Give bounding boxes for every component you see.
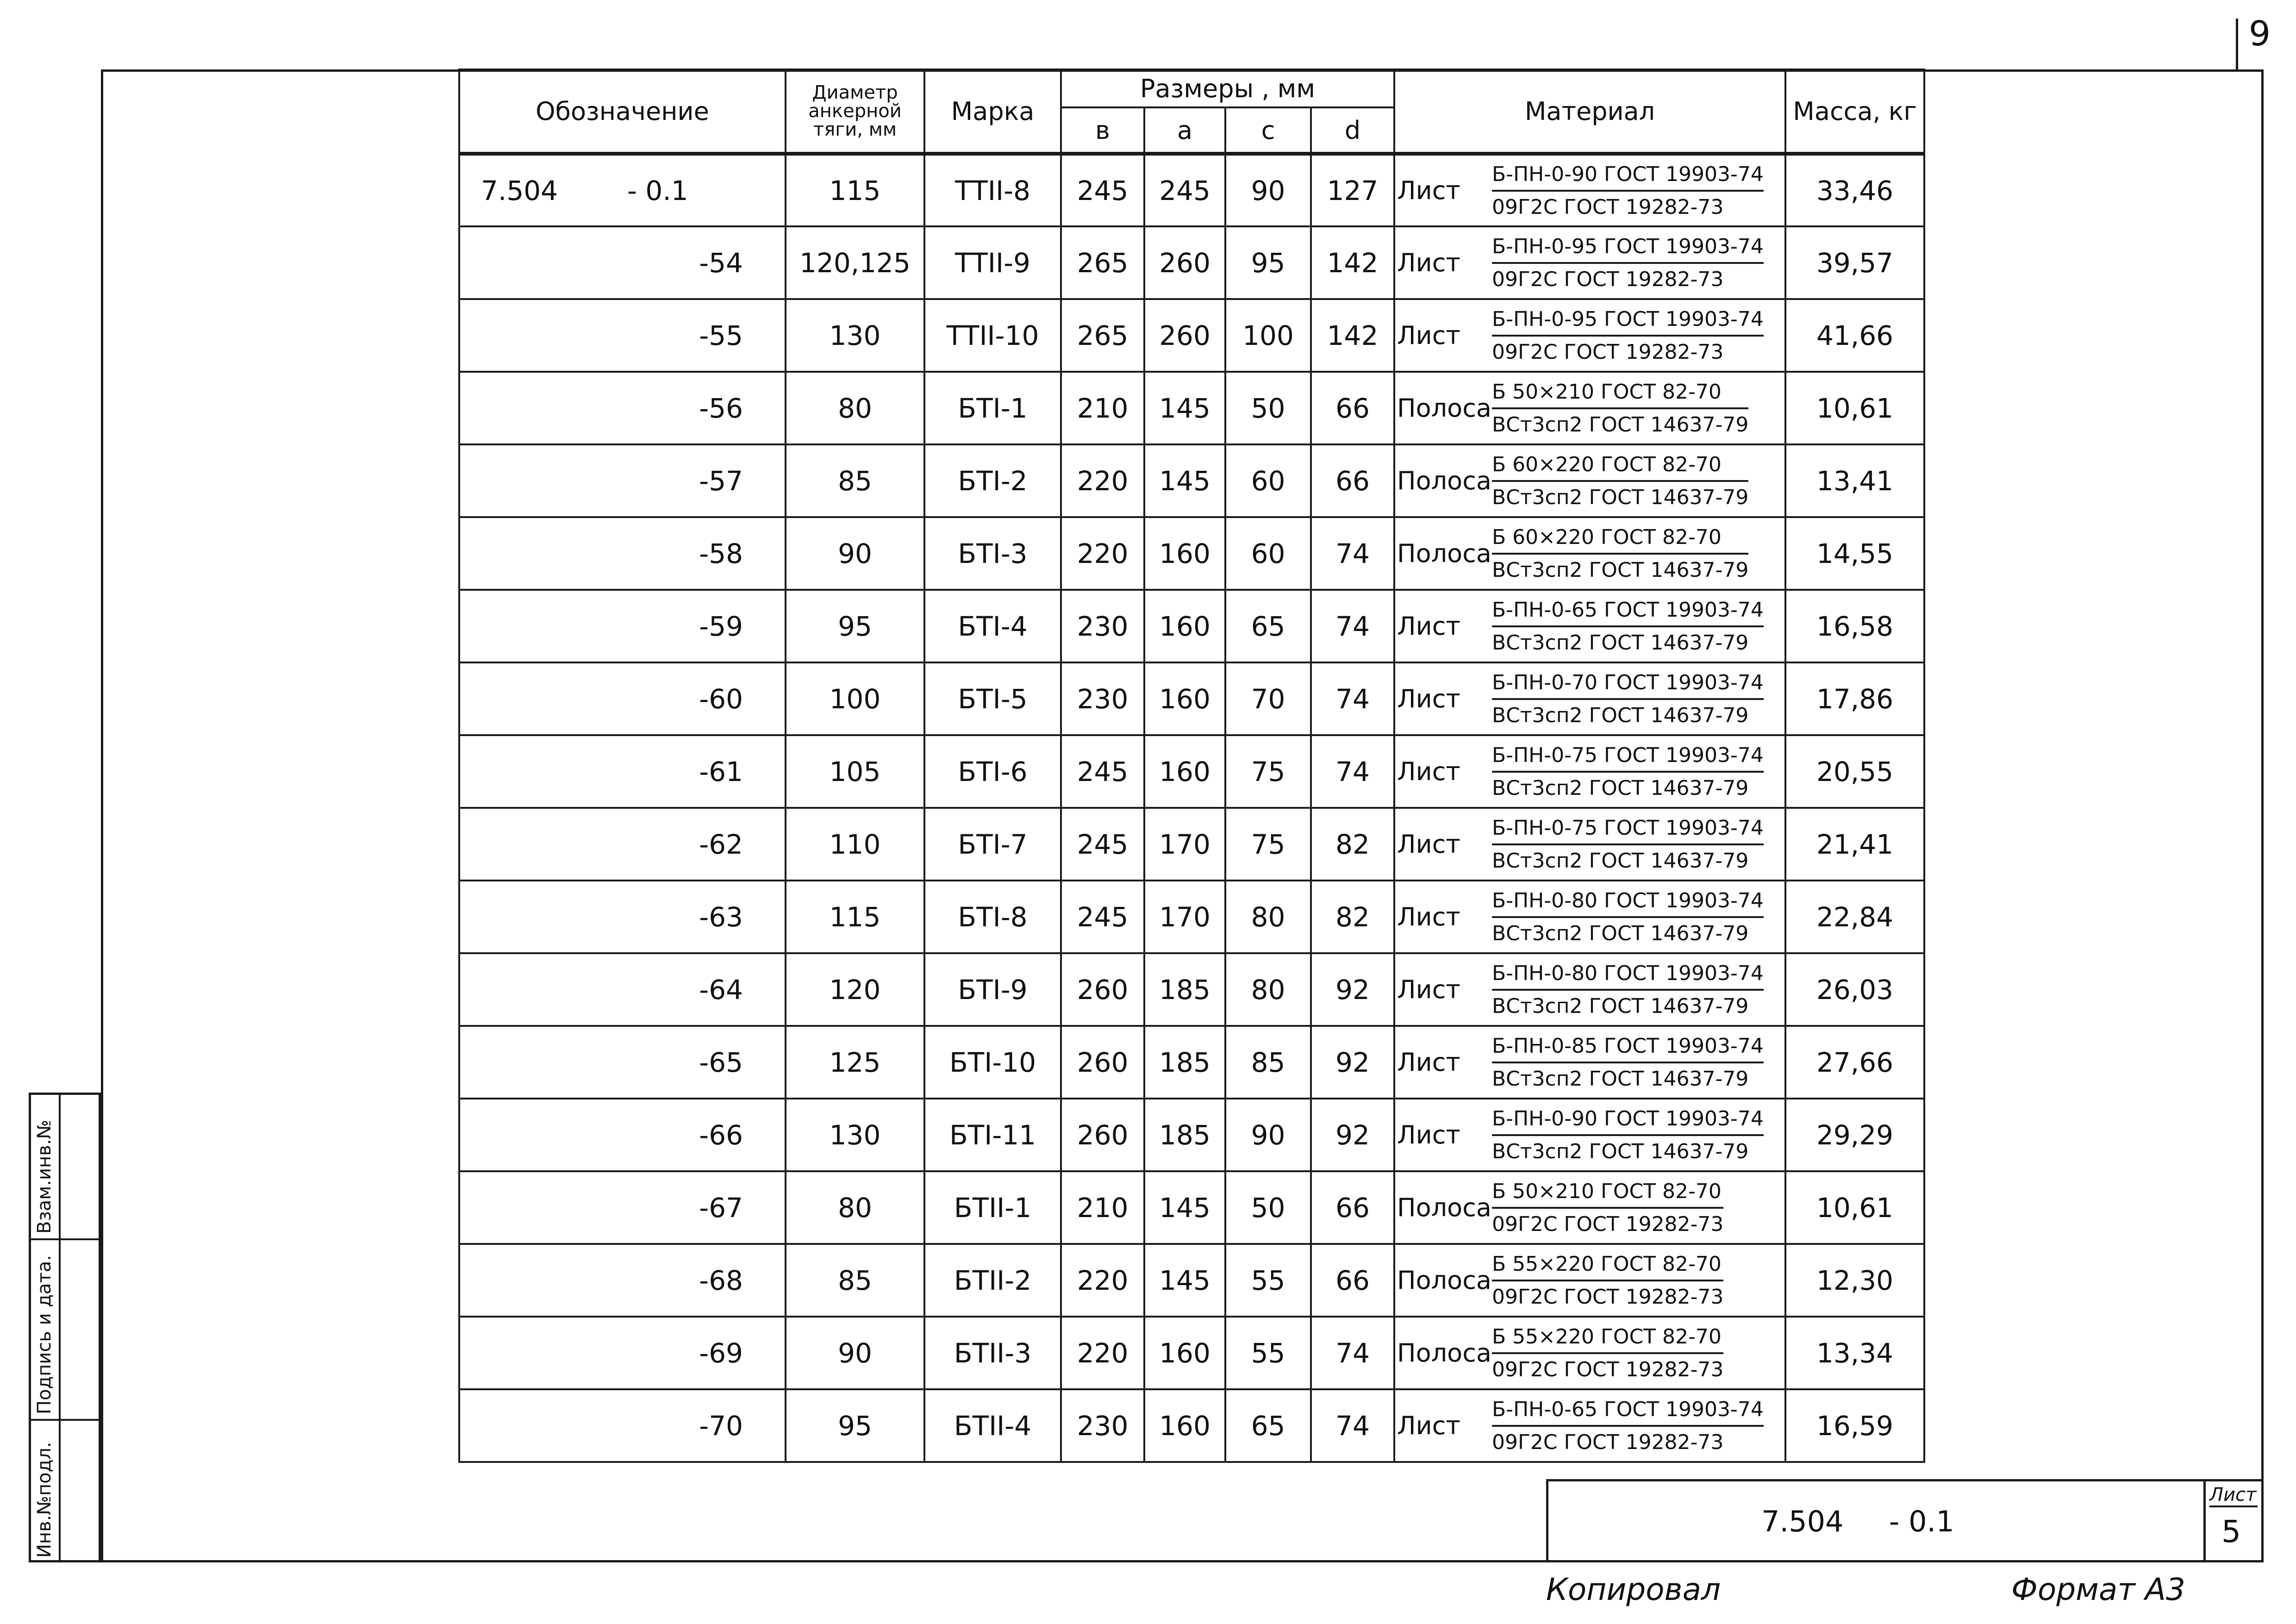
cell-dim-a: 185 (1144, 1026, 1225, 1099)
cell-dim-d: 74 (1311, 517, 1394, 590)
cell-dim-d: 92 (1311, 1099, 1394, 1171)
cell-dim-d: 66 (1311, 1244, 1394, 1317)
cell-mark: БТI-6 (924, 735, 1061, 808)
cell-dim-c: 75 (1225, 735, 1311, 808)
cell-material (1394, 1317, 1785, 1389)
cell-dim-a: 145 (1144, 372, 1225, 444)
cell-material (1394, 1244, 1785, 1317)
designation-code: -62 (699, 828, 743, 860)
material-type: Лист (1397, 684, 1460, 713)
cell-mass: 26,03 (1785, 953, 1924, 1026)
designation-code: -70 (699, 1410, 743, 1442)
material-profile: Б-ПН-0-75 ГОСТ 19903-74 (1492, 743, 1764, 773)
cell-dim-a: 160 (1144, 1389, 1225, 1462)
cell-material (1394, 735, 1785, 808)
side-strip-inv-no: Инв.№подл. (34, 1442, 55, 1558)
material-profile: Б-ПН-0-90 ГОСТ 19903-74 (1492, 162, 1764, 192)
material-type: Лист (1397, 1048, 1460, 1077)
cell-dim-d: 74 (1311, 1317, 1394, 1389)
cell-mark: БТII-3 (924, 1317, 1061, 1389)
material-type: Лист (1397, 975, 1460, 1004)
cell-dim-c: 55 (1225, 1244, 1311, 1317)
cell-designation (459, 154, 786, 226)
cell-dim-b: 210 (1061, 372, 1144, 444)
cell-dim-b: 230 (1061, 1389, 1144, 1462)
cell-designation (459, 517, 786, 590)
material-fraction (1492, 235, 1764, 291)
material-grade: ВСт3сп2 ГОСТ 14637-79 (1492, 994, 1749, 1018)
cell-mass: 14,55 (1785, 517, 1924, 590)
cell-dim-b: 210 (1061, 1171, 1144, 1244)
cell-mark: БТI-8 (924, 881, 1061, 953)
material-fraction (1492, 743, 1764, 800)
designation-code: -66 (699, 1119, 743, 1151)
cell-dim-d: 127 (1311, 154, 1394, 226)
material-grade: ВСт3сп2 ГОСТ 14637-79 (1492, 558, 1749, 582)
sheet-box (2203, 1481, 2261, 1562)
cell-dim-b: 230 (1061, 662, 1144, 735)
material-fraction (1492, 525, 1748, 582)
side-strip-exchange-inv: Взам.инв.№ (34, 1119, 55, 1234)
material-fraction (1492, 162, 1764, 219)
table-row (459, 1171, 1924, 1244)
cell-designation (459, 1099, 786, 1171)
cell-mass: 29,29 (1785, 1099, 1924, 1171)
cell-dim-c: 60 (1225, 517, 1311, 590)
material-fraction (1492, 1180, 1723, 1236)
cell-dim-a: 260 (1144, 226, 1225, 299)
cell-diameter: 110 (786, 808, 924, 881)
material-profile: Б 50×210 ГОСТ 82-70 (1492, 380, 1748, 409)
material-grade: 09Г2С ГОСТ 19282-73 (1492, 195, 1724, 219)
cell-dim-b: 245 (1061, 808, 1144, 881)
cell-material (1394, 1389, 1785, 1462)
table-row (459, 662, 1924, 735)
cell-dim-d: 92 (1311, 953, 1394, 1026)
material-type: Полоса (1397, 466, 1491, 495)
cell-dim-c: 50 (1225, 372, 1311, 444)
designation-code: -58 (699, 537, 743, 569)
cell-dim-a: 145 (1144, 1171, 1225, 1244)
cell-diameter: 120,125 (786, 226, 924, 299)
cell-material (1394, 299, 1785, 372)
designation-code: -60 (699, 683, 743, 715)
material-grade: ВСт3сп2 ГОСТ 14637-79 (1492, 1139, 1749, 1163)
table-body (459, 154, 1924, 1462)
cell-dim-d: 74 (1311, 662, 1394, 735)
material-profile: Б-ПН-0-80 ГОСТ 19903-74 (1492, 962, 1764, 991)
cell-material (1394, 1171, 1785, 1244)
cell-diameter: 105 (786, 735, 924, 808)
material-fraction (1492, 1398, 1764, 1454)
cell-dim-d: 74 (1311, 590, 1394, 662)
cell-designation (459, 590, 786, 662)
cell-dim-a: 170 (1144, 808, 1225, 881)
cell-dim-c: 80 (1225, 953, 1311, 1026)
cell-mass: 13,34 (1785, 1317, 1924, 1389)
header-dimensions: Размеры , мм (1061, 69, 1394, 107)
cell-mark: БТI-7 (924, 808, 1061, 881)
title-document-code: 7.504 - 0.1 (1761, 1505, 1954, 1538)
cell-designation (459, 1389, 786, 1462)
cell-material (1394, 1099, 1785, 1171)
material-type: Полоса (1397, 1193, 1491, 1222)
cell-dim-d: 66 (1311, 444, 1394, 517)
title-block (1546, 1479, 2264, 1562)
designation-code: -54 (699, 247, 743, 279)
cell-dim-b: 265 (1061, 226, 1144, 299)
designation-code: -55 (699, 319, 743, 351)
copied-by-label: Копировал (1546, 1572, 1721, 1607)
cell-designation (459, 372, 786, 444)
header-mass: Масса, кг (1785, 69, 1924, 154)
cell-dim-a: 245 (1144, 154, 1225, 226)
cell-dim-c: 70 (1225, 662, 1311, 735)
cell-material (1394, 517, 1785, 590)
cell-dim-a: 160 (1144, 1317, 1225, 1389)
cell-dim-c: 55 (1225, 1317, 1311, 1389)
cell-mass: 22,84 (1785, 881, 1924, 953)
cell-mark: БТII-1 (924, 1171, 1061, 1244)
material-grade: ВСт3сп2 ГОСТ 14637-79 (1492, 485, 1749, 509)
designation-code: -65 (699, 1046, 743, 1078)
specification-table (458, 69, 1925, 1463)
material-profile: Б 55×220 ГОСТ 82-70 (1492, 1252, 1723, 1281)
header-designation: Обозначение (459, 69, 786, 154)
cell-material (1394, 1026, 1785, 1099)
header-dim-a: a (1144, 107, 1225, 154)
cell-mark: БТI-5 (924, 662, 1061, 735)
material-type: Полоса (1397, 394, 1491, 423)
cell-mark: БТI-10 (924, 1026, 1061, 1099)
material-grade: 09Г2С ГОСТ 19282-73 (1492, 1285, 1724, 1309)
cell-dim-b: 265 (1061, 299, 1144, 372)
cell-material (1394, 226, 1785, 299)
material-fraction (1492, 453, 1748, 509)
cell-dim-a: 160 (1144, 735, 1225, 808)
cell-diameter: 115 (786, 881, 924, 953)
cell-diameter: 120 (786, 953, 924, 1026)
cell-mass: 41,66 (1785, 299, 1924, 372)
designation-code: - 0.1 (627, 175, 688, 206)
cell-material (1394, 808, 1785, 881)
cell-mass: 20,55 (1785, 735, 1924, 808)
cell-dim-d: 142 (1311, 299, 1394, 372)
cell-mark: ТТII-8 (924, 154, 1061, 226)
cell-dim-a: 160 (1144, 590, 1225, 662)
cell-dim-c: 65 (1225, 1389, 1311, 1462)
cell-diameter: 80 (786, 372, 924, 444)
cell-designation (459, 444, 786, 517)
cell-dim-c: 90 (1225, 1099, 1311, 1171)
cell-designation (459, 881, 786, 953)
material-profile: Б 55×220 ГОСТ 82-70 (1492, 1325, 1723, 1354)
cell-dim-c: 95 (1225, 226, 1311, 299)
cell-dim-a: 160 (1144, 517, 1225, 590)
cell-diameter: 130 (786, 1099, 924, 1171)
table-row (459, 517, 1924, 590)
cell-diameter: 95 (786, 590, 924, 662)
cell-diameter: 130 (786, 299, 924, 372)
header-mark: Марка (924, 69, 1061, 154)
material-fraction (1492, 307, 1764, 364)
sheet-corner-line (2236, 19, 2238, 69)
table-row (459, 808, 1924, 881)
material-fraction (1492, 1034, 1764, 1091)
cell-mass: 33,46 (1785, 154, 1924, 226)
cell-diameter: 85 (786, 444, 924, 517)
cell-diameter: 100 (786, 662, 924, 735)
material-grade: 09Г2С ГОСТ 19282-73 (1492, 1357, 1724, 1381)
cell-diameter: 85 (786, 1244, 924, 1317)
cell-designation (459, 1171, 786, 1244)
cell-dim-a: 160 (1144, 662, 1225, 735)
cell-dim-d: 82 (1311, 881, 1394, 953)
designation-code: -68 (699, 1264, 743, 1296)
cell-mark: БТII-2 (924, 1244, 1061, 1317)
cell-dim-b: 245 (1061, 735, 1144, 808)
material-profile: Б 60×220 ГОСТ 82-70 (1492, 453, 1748, 482)
material-profile: Б-ПН-0-95 ГОСТ 19903-74 (1492, 235, 1764, 264)
cell-mass: 13,41 (1785, 444, 1924, 517)
material-profile: Б-ПН-0-75 ГОСТ 19903-74 (1492, 816, 1764, 845)
cell-designation (459, 953, 786, 1026)
designation-code: -64 (699, 974, 743, 1006)
material-profile: Б-ПН-0-65 ГОСТ 19903-74 (1492, 598, 1764, 627)
cell-mark: БТI-2 (924, 444, 1061, 517)
material-fraction (1492, 962, 1764, 1018)
cell-dim-a: 145 (1144, 444, 1225, 517)
cell-mark: ТТII-10 (924, 299, 1061, 372)
cell-designation (459, 226, 786, 299)
table-row (459, 881, 1924, 953)
cell-designation (459, 808, 786, 881)
cell-diameter: 95 (786, 1389, 924, 1462)
material-type: Лист (1397, 321, 1460, 350)
cell-dim-c: 65 (1225, 590, 1311, 662)
cell-dim-c: 80 (1225, 881, 1311, 953)
cell-dim-c: 90 (1225, 154, 1311, 226)
material-profile: Б 50×210 ГОСТ 82-70 (1492, 1180, 1723, 1209)
material-fraction (1492, 598, 1764, 655)
material-grade: ВСт3сп2 ГОСТ 14637-79 (1492, 776, 1749, 800)
table-row (459, 226, 1924, 299)
designation-code: -67 (699, 1192, 743, 1224)
material-profile: Б 60×220 ГОСТ 82-70 (1492, 525, 1748, 555)
side-strip-divider (31, 1238, 99, 1240)
header-dim-b: в (1061, 107, 1144, 154)
format-label: Формат A3 (2011, 1572, 2185, 1607)
material-profile: Б-ПН-0-90 ГОСТ 19903-74 (1492, 1107, 1764, 1136)
header-dim-c: c (1225, 107, 1311, 154)
material-fraction (1492, 816, 1764, 873)
cell-dim-b: 220 (1061, 1244, 1144, 1317)
cell-mass: 16,59 (1785, 1389, 1924, 1462)
material-grade: 09Г2С ГОСТ 19282-73 (1492, 267, 1724, 291)
designation-code: -56 (699, 392, 743, 424)
cell-dim-b: 245 (1061, 154, 1144, 226)
cell-dim-d: 66 (1311, 372, 1394, 444)
table-row (459, 299, 1924, 372)
cell-material (1394, 881, 1785, 953)
cell-mass: 16,58 (1785, 590, 1924, 662)
side-strip-divider (31, 1419, 99, 1421)
cell-dim-a: 185 (1144, 953, 1225, 1026)
table-row (459, 1244, 1924, 1317)
table-row (459, 1026, 1924, 1099)
cell-dim-d: 92 (1311, 1026, 1394, 1099)
material-grade: ВСт3сп2 ГОСТ 14637-79 (1492, 631, 1749, 655)
designation-prefix: 7.504 (481, 175, 558, 206)
cell-designation (459, 735, 786, 808)
cell-diameter: 125 (786, 1026, 924, 1099)
header-diameter: Диаметр анкерной тяги, мм (786, 69, 924, 154)
material-profile: Б-ПН-0-95 ГОСТ 19903-74 (1492, 307, 1764, 337)
header-dim-d: d (1311, 107, 1394, 154)
table-row (459, 372, 1924, 444)
table-row (459, 1317, 1924, 1389)
material-grade: 09Г2С ГОСТ 19282-73 (1492, 1212, 1724, 1236)
material-grade: ВСт3сп2 ГОСТ 14637-79 (1492, 412, 1749, 437)
cell-dim-d: 142 (1311, 226, 1394, 299)
cell-mark: БТII-4 (924, 1389, 1061, 1462)
cell-designation (459, 1244, 786, 1317)
cell-dim-b: 260 (1061, 953, 1144, 1026)
material-grade: ВСт3сп2 ГОСТ 14637-79 (1492, 1067, 1749, 1091)
table-row (459, 590, 1924, 662)
cell-designation (459, 1026, 786, 1099)
cell-material (1394, 444, 1785, 517)
material-type: Лист (1397, 830, 1460, 859)
material-type: Полоса (1397, 1338, 1491, 1368)
material-type: Лист (1397, 612, 1460, 641)
table-row (459, 1389, 1924, 1462)
material-fraction (1492, 671, 1764, 727)
cell-dim-a: 170 (1144, 881, 1225, 953)
side-stamp-strip (29, 1093, 101, 1562)
material-grade: ВСт3сп2 ГОСТ 14637-79 (1492, 849, 1749, 873)
cell-dim-b: 260 (1061, 1099, 1144, 1171)
table-row (459, 1099, 1924, 1171)
side-strip-sign-date: Подпись и дата. (34, 1255, 55, 1414)
cell-dim-d: 66 (1311, 1171, 1394, 1244)
cell-material (1394, 372, 1785, 444)
cell-dim-d: 74 (1311, 1389, 1394, 1462)
cell-diameter: 80 (786, 1171, 924, 1244)
material-type: Лист (1397, 176, 1460, 205)
material-grade: ВСт3сп2 ГОСТ 14637-79 (1492, 703, 1749, 727)
material-type: Лист (1397, 902, 1460, 931)
material-type: Лист (1397, 248, 1460, 277)
cell-dim-c: 75 (1225, 808, 1311, 881)
material-type: Полоса (1397, 539, 1491, 568)
cell-dim-c: 85 (1225, 1026, 1311, 1099)
cell-dim-c: 60 (1225, 444, 1311, 517)
material-profile: Б-ПН-0-85 ГОСТ 19903-74 (1492, 1034, 1764, 1063)
cell-mark: БТI-4 (924, 590, 1061, 662)
designation-code: -59 (699, 610, 743, 642)
cell-material (1394, 590, 1785, 662)
cell-mass: 21,41 (1785, 808, 1924, 881)
corner-sheet-number: 9 (2249, 14, 2271, 54)
designation-code: -69 (699, 1337, 743, 1369)
cell-diameter: 90 (786, 517, 924, 590)
header-material: Материал (1394, 69, 1785, 154)
cell-dim-b: 220 (1061, 517, 1144, 590)
cell-dim-b: 220 (1061, 1317, 1144, 1389)
cell-dim-a: 185 (1144, 1099, 1225, 1171)
cell-material (1394, 662, 1785, 735)
cell-material (1394, 953, 1785, 1026)
cell-designation (459, 662, 786, 735)
cell-dim-c: 100 (1225, 299, 1311, 372)
cell-diameter: 115 (786, 154, 924, 226)
material-type: Полоса (1397, 1266, 1491, 1295)
material-profile: Б-ПН-0-70 ГОСТ 19903-74 (1492, 671, 1764, 700)
sheet-label: Лист (2209, 1484, 2258, 1507)
cell-designation (459, 299, 786, 372)
material-fraction (1492, 380, 1748, 437)
cell-mass: 10,61 (1785, 1171, 1924, 1244)
cell-mass: 12,30 (1785, 1244, 1924, 1317)
material-type: Лист (1397, 1120, 1460, 1149)
cell-dim-a: 260 (1144, 299, 1225, 372)
cell-mass: 17,86 (1785, 662, 1924, 735)
designation-code: -61 (699, 756, 743, 787)
material-type: Лист (1397, 1411, 1460, 1440)
cell-dim-c: 50 (1225, 1171, 1311, 1244)
table-row (459, 444, 1924, 517)
cell-dim-b: 260 (1061, 1026, 1144, 1099)
material-profile: Б-ПН-0-65 ГОСТ 19903-74 (1492, 1398, 1764, 1427)
cell-mark: БТI-9 (924, 953, 1061, 1026)
cell-mark: БТI-3 (924, 517, 1061, 590)
cell-diameter: 90 (786, 1317, 924, 1389)
cell-designation (459, 1317, 786, 1389)
cell-mass: 39,57 (1785, 226, 1924, 299)
cell-dim-b: 220 (1061, 444, 1144, 517)
cell-mark: ТТII-9 (924, 226, 1061, 299)
cell-material (1394, 154, 1785, 226)
cell-dim-d: 82 (1311, 808, 1394, 881)
cell-mark: БТI-11 (924, 1099, 1061, 1171)
sheet-number: 5 (2221, 1514, 2241, 1549)
table-row (459, 953, 1924, 1026)
cell-dim-b: 230 (1061, 590, 1144, 662)
material-fraction (1492, 1107, 1764, 1163)
table-row (459, 735, 1924, 808)
designation-code: -63 (699, 901, 743, 933)
material-type: Лист (1397, 757, 1460, 786)
cell-mass: 10,61 (1785, 372, 1924, 444)
cell-dim-b: 245 (1061, 881, 1144, 953)
material-fraction (1492, 1252, 1723, 1309)
cell-mark: БТI-1 (924, 372, 1061, 444)
material-grade: 09Г2С ГОСТ 19282-73 (1492, 1430, 1724, 1454)
designation-code: -57 (699, 465, 743, 497)
table-row (459, 154, 1924, 226)
cell-dim-d: 74 (1311, 735, 1394, 808)
material-fraction (1492, 1325, 1723, 1381)
material-grade: 09Г2С ГОСТ 19282-73 (1492, 340, 1724, 364)
material-profile: Б-ПН-0-80 ГОСТ 19903-74 (1492, 889, 1764, 918)
material-fraction (1492, 889, 1764, 945)
cell-dim-a: 145 (1144, 1244, 1225, 1317)
cell-mass: 27,66 (1785, 1026, 1924, 1099)
material-grade: ВСт3сп2 ГОСТ 14637-79 (1492, 921, 1749, 945)
